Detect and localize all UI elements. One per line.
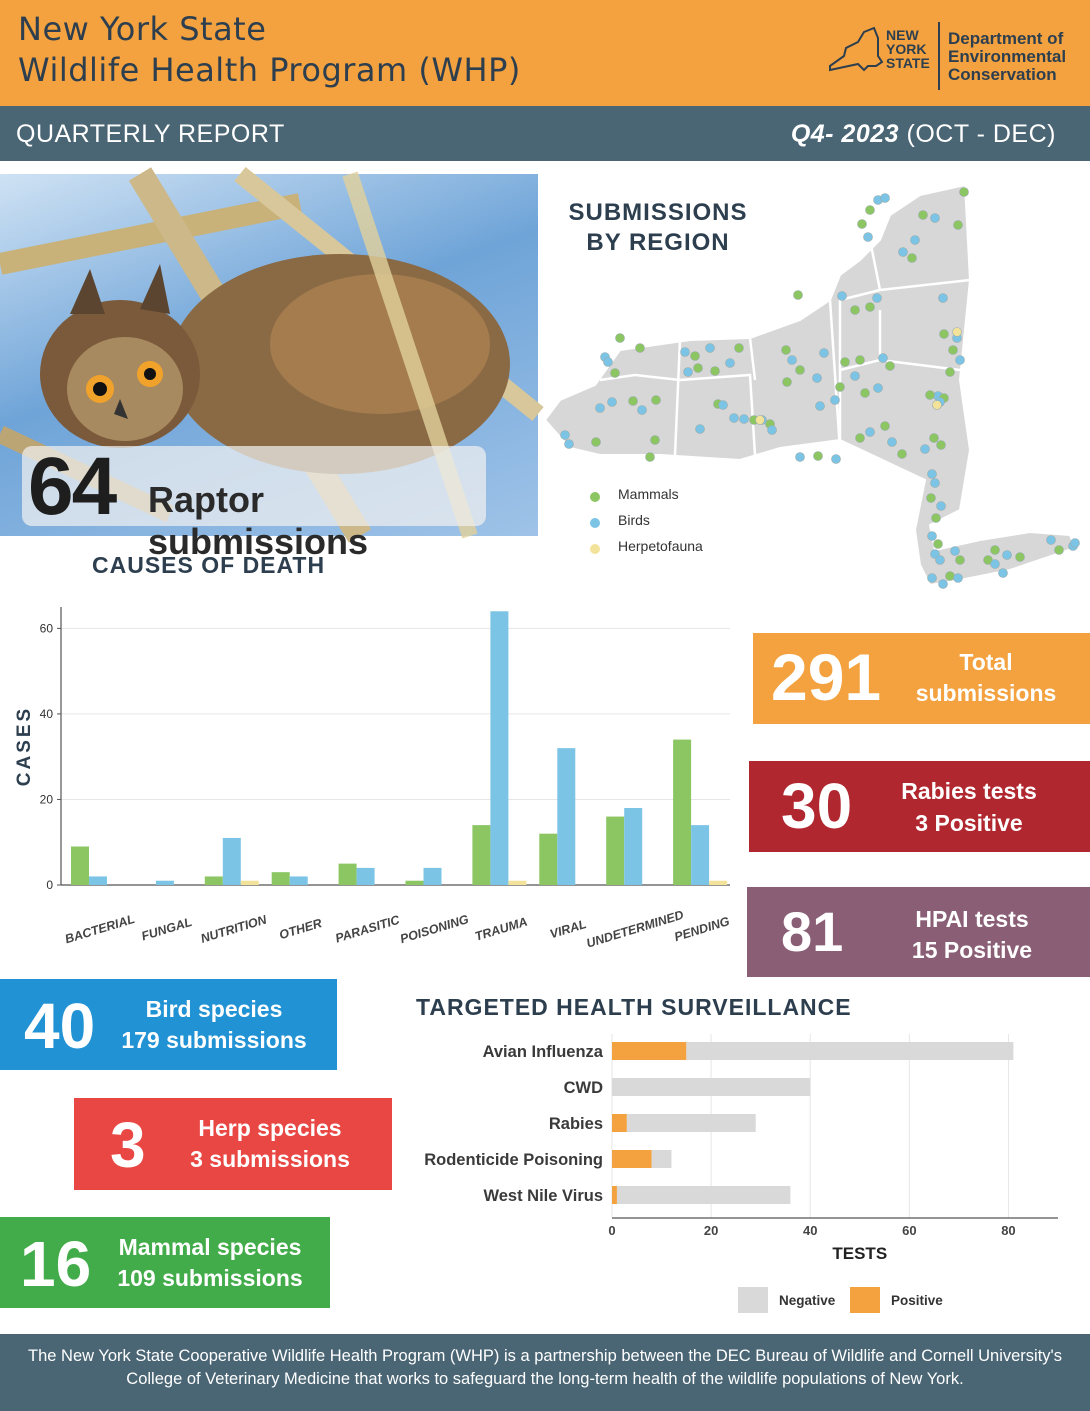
- cod-ytick-label: 60: [39, 621, 53, 636]
- map-point: [1047, 536, 1056, 545]
- cod-category-label: VIRAL: [548, 916, 589, 942]
- map-point: [836, 383, 845, 392]
- cod-bar: [339, 864, 357, 885]
- map-point: [652, 396, 661, 405]
- footer: [0, 1334, 1090, 1411]
- map-point: [928, 532, 937, 541]
- map-point: [954, 574, 963, 583]
- cod-category-label: OTHER: [277, 916, 324, 943]
- causes-of-death-title: CAUSES OF DEATH: [92, 552, 326, 578]
- cod-bar: [557, 748, 575, 885]
- ths-x-axis-label: TESTS: [832, 1244, 888, 1263]
- map-point: [735, 344, 744, 353]
- map-point: [999, 569, 1008, 578]
- map-point: [646, 453, 655, 462]
- hpai-count: 81: [781, 900, 844, 963]
- cod-bar: [71, 847, 89, 885]
- causes-of-death-chart: [0, 595, 740, 955]
- map-point: [934, 540, 943, 549]
- map-point: [841, 358, 850, 367]
- map-point: [638, 406, 647, 415]
- mammal-species-label: Mammal species 109 submissions: [117, 1234, 303, 1291]
- cod-category-label: FUNGAL: [139, 914, 194, 944]
- ths-bar-negative: [627, 1114, 756, 1132]
- map-title: SUBMISSIONS BY REGION: [568, 199, 748, 256]
- ths-bar-negative: [612, 1078, 810, 1096]
- cod-bar: [606, 817, 624, 885]
- map-point: [1003, 551, 1012, 560]
- map-point: [820, 349, 829, 358]
- map-point: [940, 330, 949, 339]
- map-point: [919, 211, 928, 220]
- ths-category-label: CWD: [563, 1079, 603, 1097]
- ths-xtick-label: 0: [608, 1223, 616, 1238]
- map-point: [956, 556, 965, 565]
- ths-bar-positive: [612, 1186, 617, 1204]
- owl-photo: [0, 174, 538, 562]
- map-point: [888, 438, 897, 447]
- cod-ytick-label: 40: [39, 706, 53, 721]
- map-point: [681, 348, 690, 357]
- cod-category-label: NUTRITION: [199, 912, 269, 946]
- bird-species-box: [0, 979, 337, 1070]
- map-point: [611, 369, 620, 378]
- cod-category-label: UNDETERMINED: [584, 907, 686, 951]
- map-point: [927, 494, 936, 503]
- map-point: [928, 574, 937, 583]
- cod-bar: [290, 876, 308, 885]
- cod-bar: [406, 881, 424, 885]
- map-point: [726, 359, 735, 368]
- ths-category-label: West Nile Virus: [483, 1187, 603, 1205]
- herp-species-count: 3: [110, 1109, 146, 1181]
- map-point: [864, 233, 873, 242]
- map-point: [956, 356, 965, 365]
- report-bar: [0, 106, 1090, 161]
- herp-species-label: Herp species 3 submissions: [190, 1115, 350, 1172]
- map-point: [932, 514, 941, 523]
- map-point: [783, 378, 792, 387]
- map-point: [866, 206, 875, 215]
- map-point: [756, 416, 765, 425]
- hpai-label: HPAI tests 15 Positive: [911, 906, 1033, 963]
- header-banner: [0, 0, 1090, 106]
- cod-category-label: PENDING: [672, 914, 732, 945]
- cod-bar: [272, 872, 290, 885]
- ths-category-label: Avian Influenza: [482, 1043, 603, 1061]
- total-label: Total submissions: [915, 649, 1057, 706]
- cod-bar: [223, 838, 241, 885]
- mammal-species-count: 16: [20, 1228, 92, 1300]
- map-point: [899, 248, 908, 257]
- bird-dot-icon: [590, 518, 600, 528]
- map-point: [608, 398, 617, 407]
- map-point: [937, 441, 946, 450]
- map-point: [604, 358, 613, 367]
- map-point: [696, 425, 705, 434]
- cod-category-label: POISONING: [398, 912, 471, 947]
- map-point: [684, 368, 693, 377]
- map-point: [816, 402, 825, 411]
- surveillance-chart: [400, 1030, 1080, 1330]
- map-point: [561, 431, 570, 440]
- ny-submissions-map: [540, 180, 1085, 600]
- map-point: [946, 368, 955, 377]
- rabies-count: 30: [781, 770, 853, 842]
- ths-xtick-label: 40: [802, 1223, 818, 1238]
- map-point: [831, 396, 840, 405]
- map-point: [936, 556, 945, 565]
- map-point: [796, 366, 805, 375]
- map-point: [813, 374, 822, 383]
- hpai-tests-box: [747, 887, 1090, 977]
- ny-state-outline-icon: [828, 26, 888, 78]
- map-point: [866, 303, 875, 312]
- map-point: [946, 572, 955, 581]
- report-period: Q4- 2023 (OCT - DEC): [790, 120, 1056, 148]
- cod-category-label: PARASITIC: [333, 912, 402, 946]
- herp-dot-icon: [590, 544, 600, 554]
- rabies-label: Rabies tests 3 Positive: [901, 778, 1037, 836]
- cod-ytick-label: 0: [46, 878, 53, 892]
- map-point: [796, 453, 805, 462]
- cod-bar: [709, 881, 727, 885]
- map-point: [926, 391, 935, 400]
- surveillance-title: TARGETED HEALTH SURVEILLANCE: [416, 994, 852, 1020]
- map-point: [879, 354, 888, 363]
- map-point: [691, 352, 700, 361]
- map-point: [953, 328, 962, 337]
- map-point: [719, 401, 728, 410]
- ths-legend-label: Positive: [891, 1293, 943, 1308]
- cod-bar: [156, 881, 174, 885]
- ths-legend-swatch: [738, 1287, 768, 1313]
- map-point: [706, 344, 715, 353]
- map-point: [960, 188, 969, 197]
- map-point: [937, 502, 946, 511]
- map-point: [908, 254, 917, 263]
- map-point: [858, 220, 867, 229]
- raptor-label: Raptor submissions: [148, 479, 369, 562]
- ths-bar-negative: [617, 1186, 790, 1204]
- map-point: [931, 214, 940, 223]
- map-point: [851, 306, 860, 315]
- map-point: [898, 450, 907, 459]
- report-type: QUARTERLY REPORT: [16, 120, 285, 148]
- map-point: [856, 434, 865, 443]
- cod-bar: [539, 834, 557, 885]
- map-point: [651, 436, 660, 445]
- bird-species-label: Bird species 179 submissions: [121, 996, 307, 1053]
- cod-bar: [424, 868, 442, 885]
- map-point: [921, 445, 930, 454]
- ths-category-label: Rabies: [548, 1115, 603, 1133]
- map-point: [881, 422, 890, 431]
- ths-xtick-label: 20: [703, 1223, 719, 1238]
- map-point: [954, 221, 963, 230]
- cod-ytick-label: 20: [39, 792, 53, 807]
- map-point: [838, 292, 847, 301]
- map-point: [861, 389, 870, 398]
- mammal-species-box: [0, 1217, 330, 1308]
- map-point: [596, 404, 605, 413]
- map-point: [636, 344, 645, 353]
- footer-text: The New York State Cooperative Wildlife Health Program (WHP) is a partnership between the DEC Bureau of Wildlife and Cornell University's College of Veterinary Medicine that works to safeguard the long-term health of the wildlife populations of New York.: [28, 1347, 1062, 1388]
- ths-bar-negative: [652, 1150, 672, 1168]
- map-point: [911, 236, 920, 245]
- ths-legend-swatch: [850, 1287, 880, 1313]
- cod-category-label: TRAUMA: [473, 914, 530, 944]
- map-point: [832, 455, 841, 464]
- raptor-count: 64: [28, 441, 116, 532]
- map-point: [694, 364, 703, 373]
- bird-species-count: 40: [24, 990, 96, 1062]
- cod-bar: [472, 825, 490, 885]
- cod-bar: [89, 876, 107, 885]
- ths-bar-negative: [686, 1042, 1013, 1060]
- map-point: [856, 356, 865, 365]
- map-point: [873, 294, 882, 303]
- map-point: [1016, 553, 1025, 562]
- map-point: [951, 547, 960, 556]
- map-point: [928, 470, 937, 479]
- map-point: [931, 479, 940, 488]
- mammal-dot-icon: [590, 492, 600, 502]
- cod-bar: [691, 825, 709, 885]
- map-point: [592, 438, 601, 447]
- logo-department-text: Department of Environmental Conservation: [948, 29, 1067, 84]
- map-point: [939, 294, 948, 303]
- map-point: [1055, 546, 1064, 555]
- herp-species-box: [74, 1098, 392, 1190]
- ths-xtick-label: 60: [902, 1223, 917, 1238]
- map-point: [730, 414, 739, 423]
- map-point: [711, 367, 720, 376]
- map-point: [991, 560, 1000, 569]
- map-point: [788, 356, 797, 365]
- raptor-stat-box: [22, 441, 486, 562]
- program-title-line1: New York State: [18, 10, 267, 48]
- map-point: [939, 580, 948, 589]
- logo-state-text: NEW YORK STATE: [886, 27, 930, 71]
- map-point: [933, 401, 942, 410]
- map-point: [930, 434, 939, 443]
- ths-bar-positive: [612, 1150, 652, 1168]
- map-point: [991, 546, 1000, 555]
- ths-bar-positive: [612, 1114, 627, 1132]
- ths-legend-label: Negative: [779, 1293, 836, 1308]
- cod-bar: [490, 611, 508, 885]
- map-point: [1071, 539, 1080, 548]
- cod-bar: [241, 881, 259, 885]
- map-point: [881, 194, 890, 203]
- cod-bar: [508, 881, 526, 885]
- map-point: [949, 346, 958, 355]
- ths-category-label: Rodenticide Poisoning: [424, 1151, 603, 1169]
- cod-bar: [205, 876, 223, 885]
- map-point: [740, 415, 749, 424]
- map-point: [814, 452, 823, 461]
- program-title-line2: Wildlife Health Program (WHP): [18, 51, 521, 89]
- map-point: [565, 440, 574, 449]
- ths-bar-positive: [612, 1042, 686, 1060]
- cod-y-axis-label: CASES: [14, 705, 35, 787]
- total-submissions-box: [753, 633, 1090, 724]
- map-point: [874, 384, 883, 393]
- logo-divider: [938, 22, 940, 90]
- map-point: [851, 372, 860, 381]
- map-point: [768, 426, 777, 435]
- map-point: [866, 428, 875, 437]
- map-point: [616, 334, 625, 343]
- cod-bar: [673, 740, 691, 885]
- ths-xtick-label: 80: [1001, 1223, 1016, 1238]
- map-point: [794, 291, 803, 300]
- nysdec-logo: [828, 22, 1078, 92]
- map-point: [886, 362, 895, 371]
- total-count: 291: [771, 640, 882, 714]
- map-point: [782, 346, 791, 355]
- rabies-tests-box: [749, 761, 1090, 852]
- cod-bar: [624, 808, 642, 885]
- map-point: [629, 397, 638, 406]
- cod-bar: [357, 868, 375, 885]
- cod-category-label: BACTERIAL: [63, 911, 137, 947]
